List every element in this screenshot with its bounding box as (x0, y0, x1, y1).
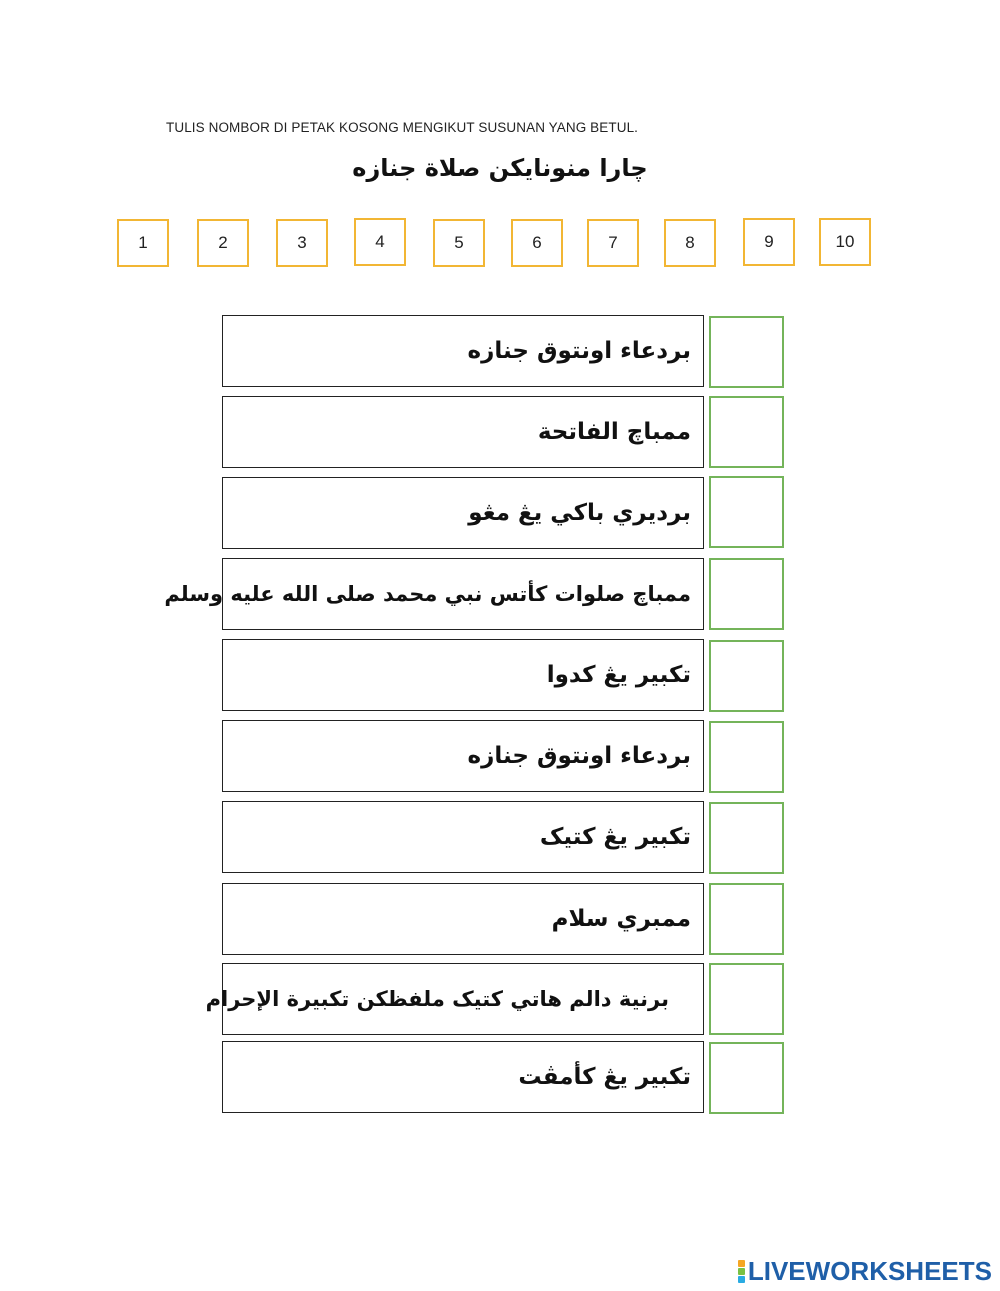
number-box-1: 1 (117, 219, 169, 267)
logo-mark-s (738, 1276, 745, 1283)
answer-input-10[interactable] (709, 1042, 784, 1114)
logo-text: LIVEWORKSHEETS (747, 1256, 992, 1286)
answer-input-7[interactable] (709, 802, 784, 874)
number-box-5: 5 (433, 219, 485, 267)
answer-input-3[interactable] (709, 476, 784, 548)
answer-input-8[interactable] (709, 883, 784, 955)
logo-mark-icon (738, 1260, 745, 1283)
step-text-5: تكبير يڠ كدوا (222, 639, 704, 711)
answer-input-1[interactable] (709, 316, 784, 388)
number-box-7: 7 (587, 219, 639, 267)
worksheet-title: چارا منونايكن صلاة جنازه (352, 154, 648, 182)
number-box-2: 2 (197, 219, 249, 267)
answer-input-6[interactable] (709, 721, 784, 793)
step-text-1: بردعاء اونتوق جنازه (222, 315, 704, 387)
number-box-6: 6 (511, 219, 563, 267)
step-text-10: تكبير يڠ كأمڤت (222, 1041, 704, 1113)
step-text-4: ممباچ صلوات كأتس نبي محمد صلى الله عليه وسلم (222, 558, 704, 630)
number-box-3: 3 (276, 219, 328, 267)
answer-input-9[interactable] (709, 963, 784, 1035)
number-box-8: 8 (664, 219, 716, 267)
instruction-text: TULIS NOMBOR DI PETAK KOSONG MENGIKUT SUSUNAN YANG BETUL. (166, 120, 639, 135)
logo-mark-l (738, 1260, 745, 1267)
number-box-9: 9 (743, 218, 795, 266)
answer-input-5[interactable] (709, 640, 784, 712)
step-text-6: بردعاء اونتوق جنازه (222, 720, 704, 792)
step-text-3: برديري باکي يڠ مڠو (222, 477, 704, 549)
number-box-10: 10 (819, 218, 871, 266)
step-text-7: تكبير يڠ كتيک (222, 801, 704, 873)
logo-mark-w (738, 1268, 745, 1275)
number-box-4: 4 (354, 218, 406, 266)
answer-input-4[interactable] (709, 558, 784, 630)
step-text-8: ممبري سلام (222, 883, 704, 955)
step-text-9: برنية دالم هاتي كتيک ملفظكن تكبيرة الإحرام (222, 963, 704, 1035)
liveworksheets-logo (738, 1256, 992, 1287)
step-text-2: ممباچ الفاتحة (222, 396, 704, 468)
answer-input-2[interactable] (709, 396, 784, 468)
